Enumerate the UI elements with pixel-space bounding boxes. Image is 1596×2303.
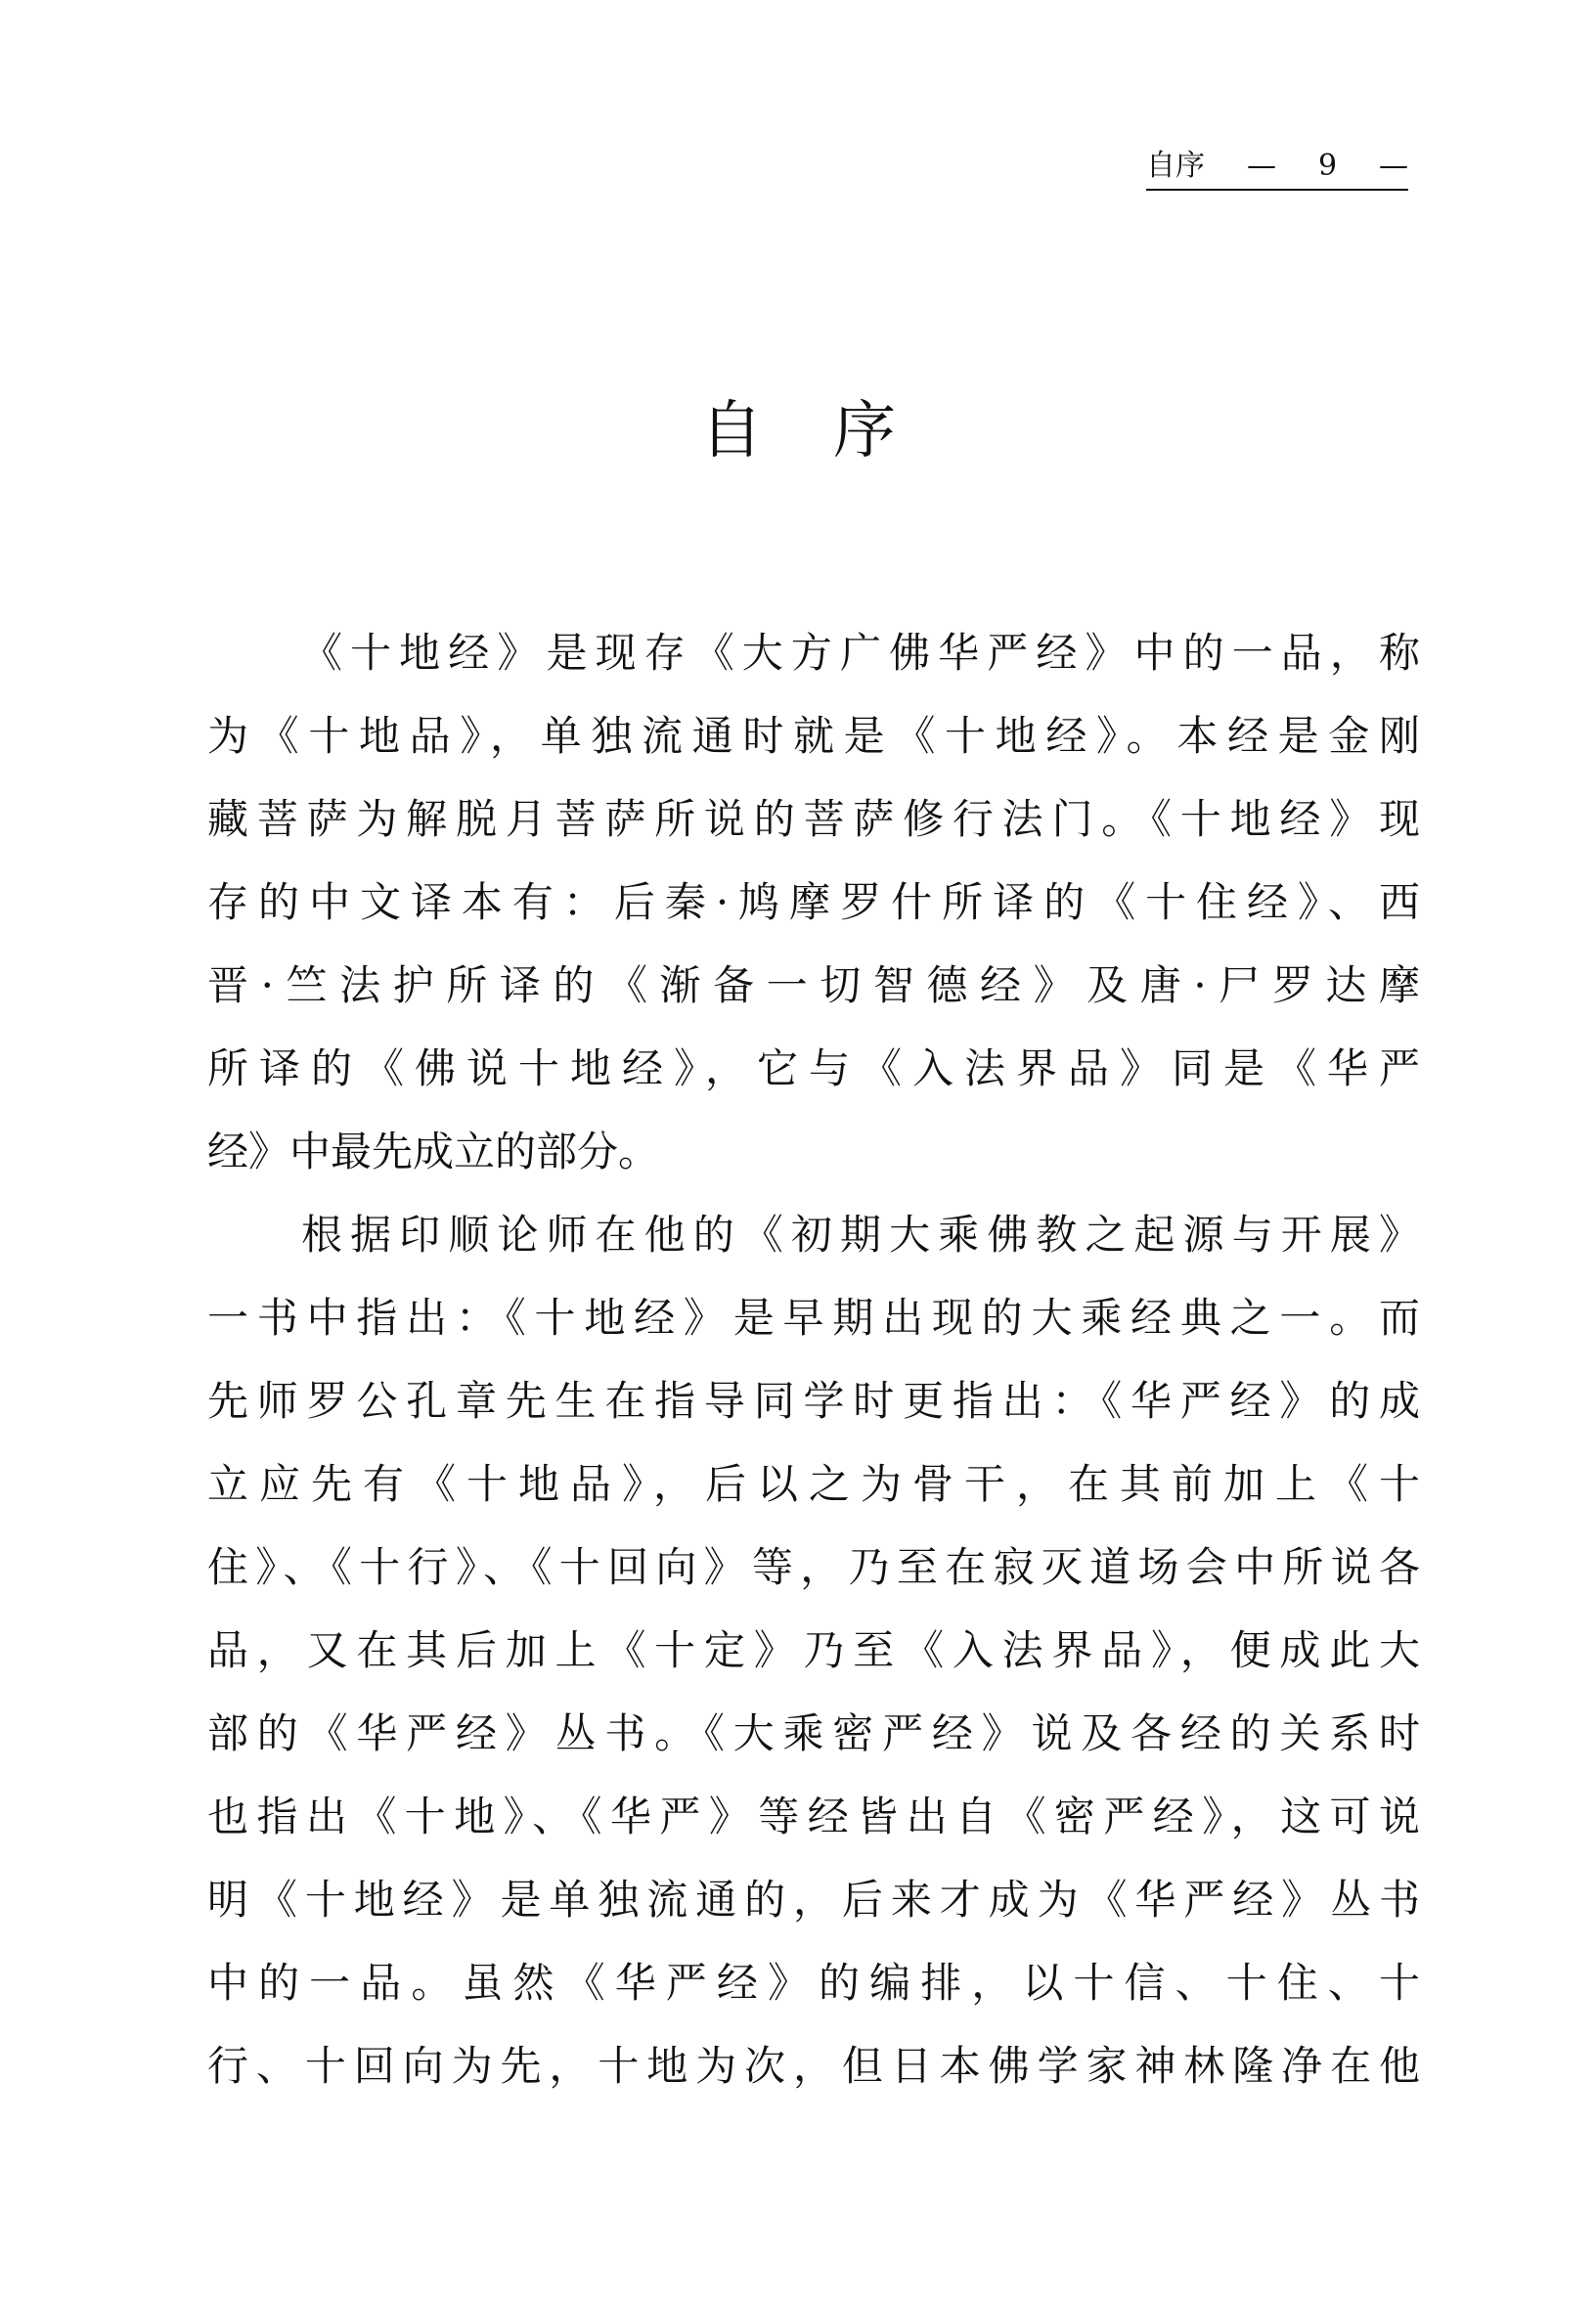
- text-line: 立应先有《十地品》，后以之为骨干，在其前加上《十: [207, 1460, 1420, 1508]
- paragraph-2: [207, 1193, 1420, 2107]
- page-number: 9: [1317, 149, 1338, 183]
- running-head: [1146, 145, 1408, 188]
- text-line: 品，又在其后加上《十定》乃至《入法界品》，便成此大: [207, 1626, 1420, 1674]
- text-line: 中的一品。虽然《华严经》的编排，以十信、十住、十: [207, 1959, 1420, 2007]
- text-line: 明《十地经》是单独流通的，后来才成为《华严经》丛书: [207, 1876, 1420, 1924]
- body-text: [207, 611, 1420, 2107]
- text-line: 所译的《佛说十地经》，它与《入法界品》同是《华严: [207, 1044, 1420, 1092]
- text-line: 存的中文译本有：后秦·鸠摩罗什所译的《十住经》、西: [207, 878, 1420, 926]
- chapter-title: 自序: [700, 395, 966, 467]
- text-line: 《十地经》是现存《大方广佛华严经》中的一品，称: [301, 629, 1420, 677]
- text-line: 晋·竺法护所译的《渐备一切智德经》及唐·尸罗达摩: [207, 961, 1420, 1009]
- running-head-dash-left: —: [1246, 149, 1276, 183]
- running-head-section: 自序: [1146, 149, 1205, 183]
- text-line: 先师罗公孔章先生在指导同学时更指出：《华严经》的成: [207, 1377, 1420, 1425]
- text-line: 经》中最先成立的部分。: [207, 1128, 660, 1175]
- text-line: 部的《华严经》丛书。《大乘密严经》说及各经的关系时: [207, 1709, 1420, 1757]
- running-head-dash-right: —: [1379, 149, 1408, 183]
- text-line: 也指出《十地》、《华严》等经皆出自《密严经》，这可说: [207, 1793, 1420, 1840]
- text-line: 一书中指出：《十地经》是早期出现的大乘经典之一。而: [207, 1294, 1420, 1342]
- text-line: 根据印顺论师在他的《初期大乘佛教之起源与开展》: [301, 1211, 1420, 1259]
- text-line: 为《十地品》，单独流通时就是《十地经》。本经是金刚: [207, 712, 1420, 760]
- text-line: 藏菩萨为解脱月菩萨所说的菩萨修行法门。《十地经》现: [207, 795, 1420, 843]
- text-line: 行、十回向为先，十地为次，但日本佛学家神林隆净在他: [207, 2042, 1420, 2090]
- paragraph-1: [207, 611, 1420, 1193]
- running-head-rule: [1146, 189, 1408, 191]
- text-line: 住》、《十行》、《十回向》等，乃至在寂灭道场会中所说各: [207, 1543, 1420, 1591]
